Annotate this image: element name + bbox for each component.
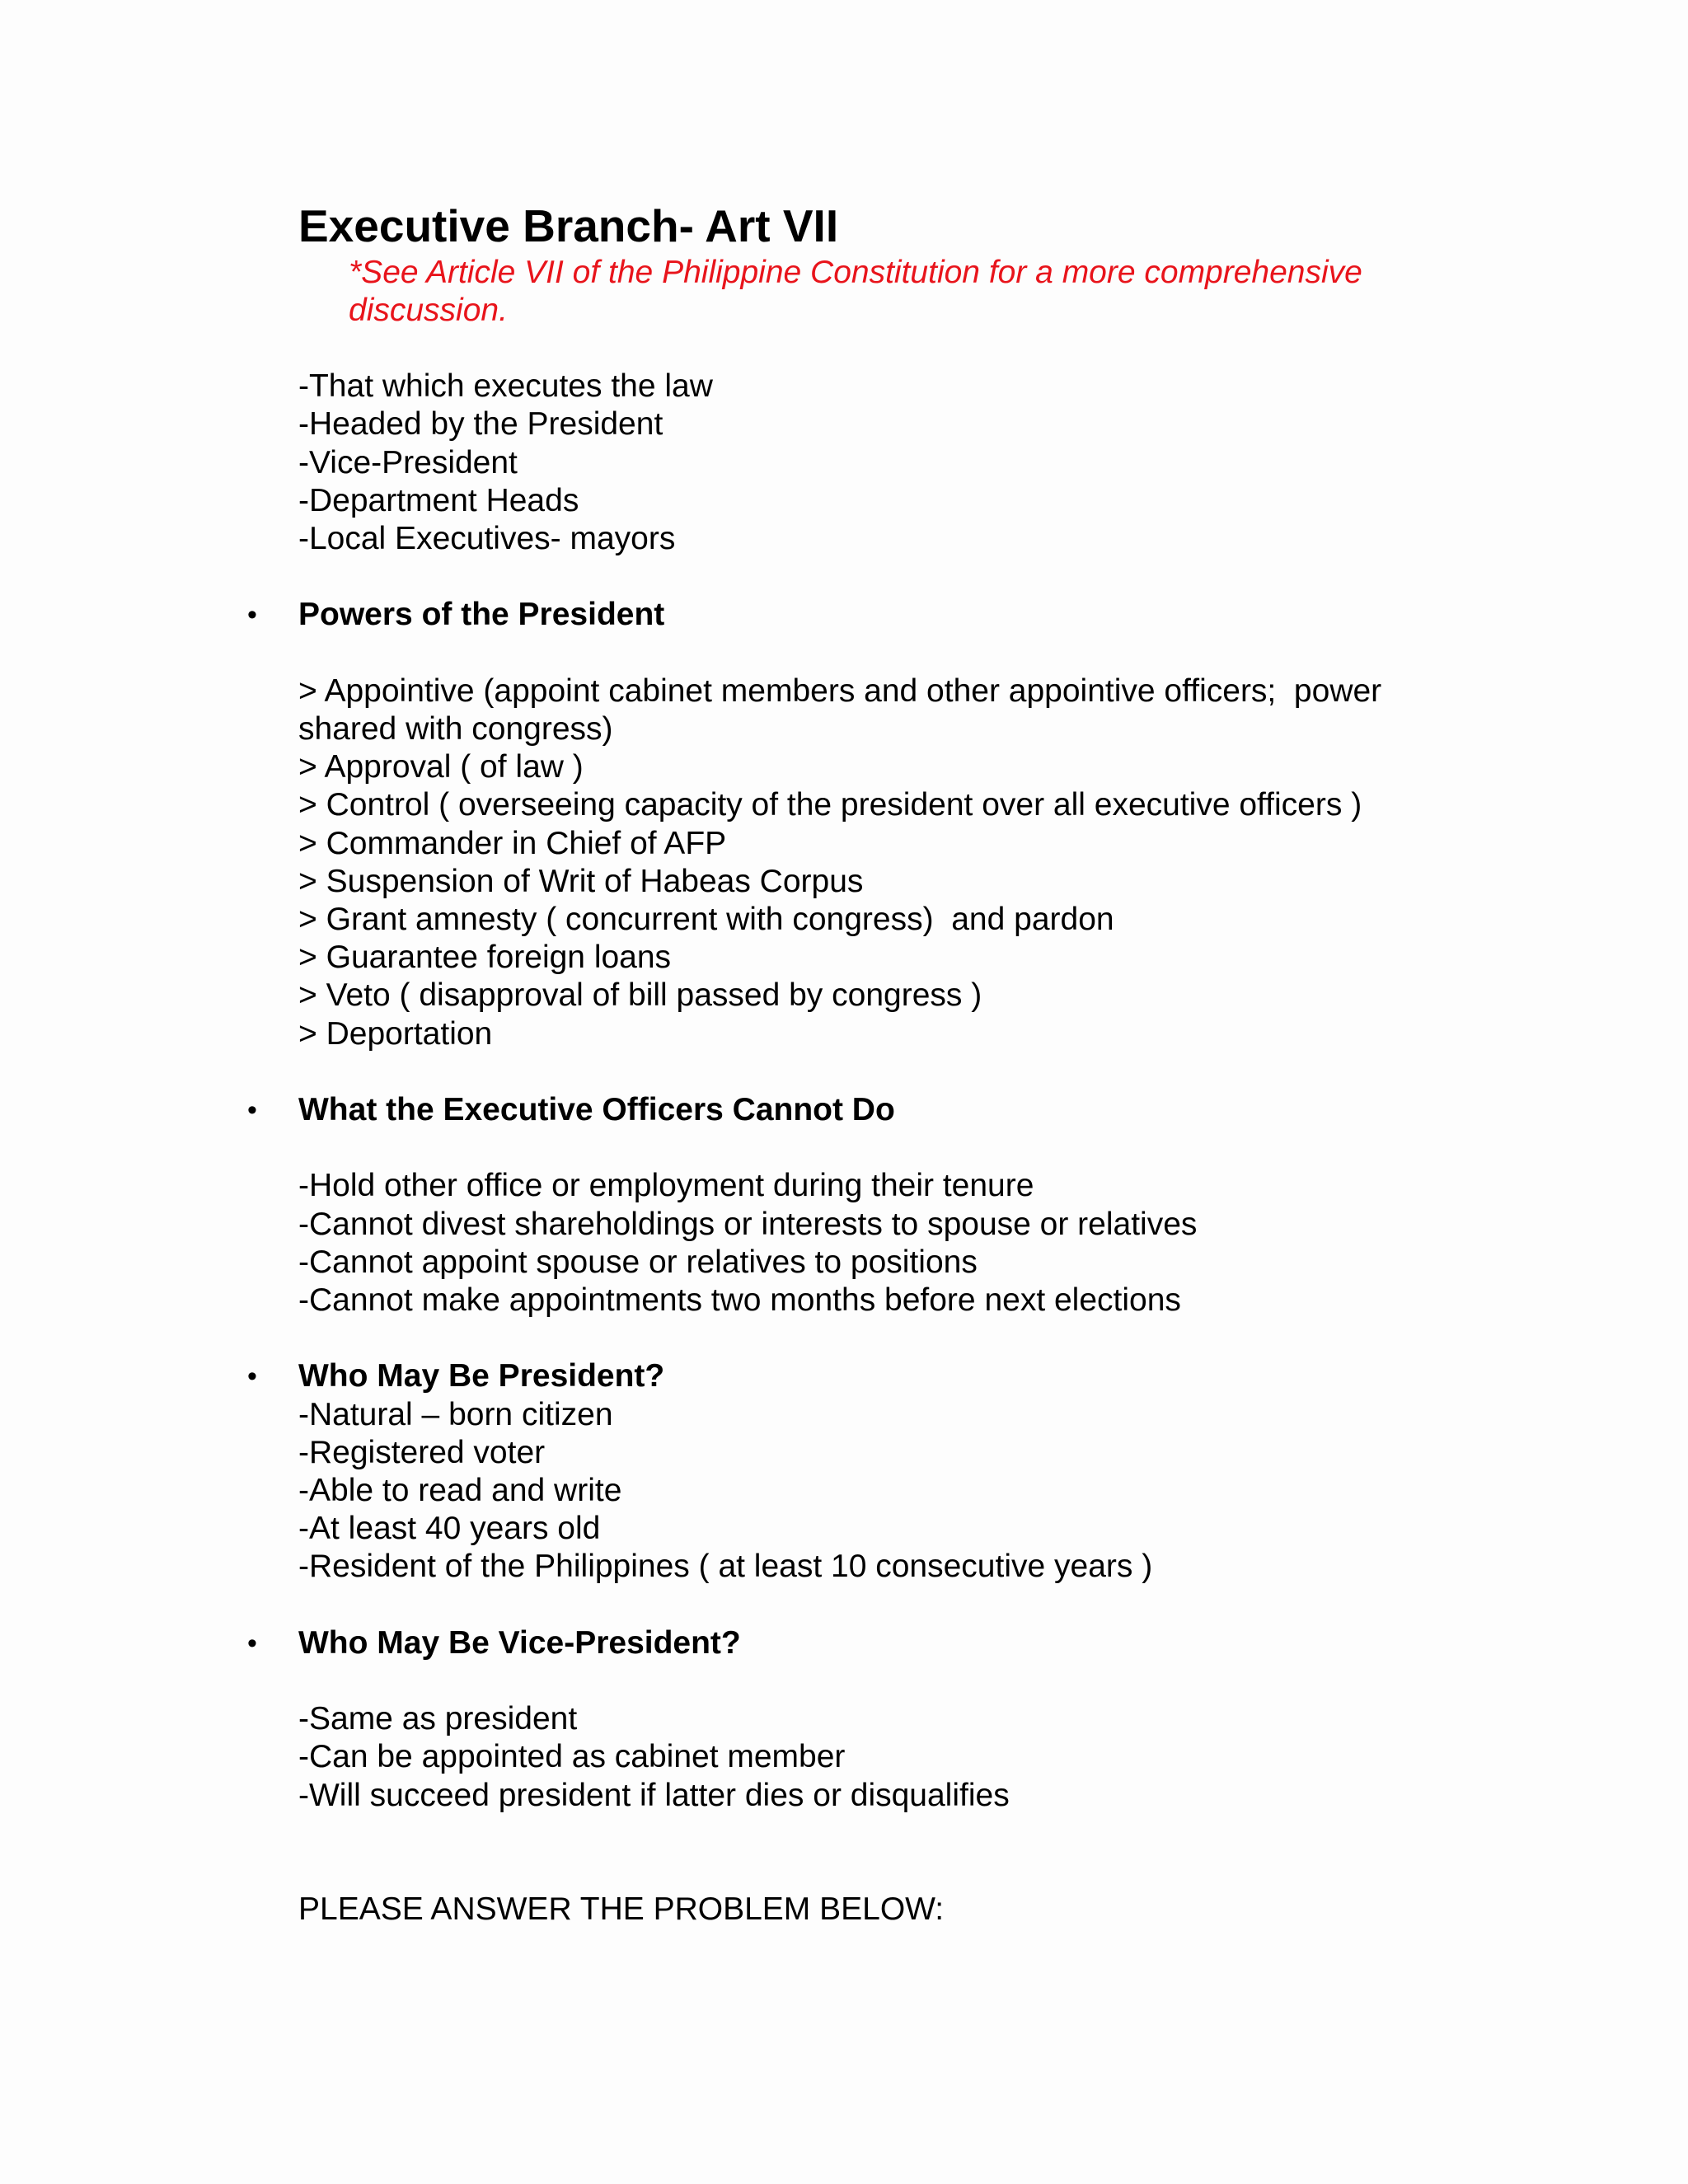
list-item: -Registered voter [298, 1434, 546, 1470]
closing-instruction: PLEASE ANSWER THE PROBLEM BELOW: [298, 1891, 945, 1928]
section-vice-president-qualifications [247, 1624, 1452, 1815]
document-content [247, 198, 1452, 1929]
section-cannot-do [247, 1091, 1452, 1319]
intro-line: -Vice-President [298, 444, 518, 480]
list-item: > Veto ( disapproval of bill passed by congress ) [298, 977, 982, 1014]
bullet-icon: • [247, 1361, 257, 1393]
intro-line: -Local Executives- mayors [298, 521, 676, 556]
list-item: > Control ( overseeing capacity of the president over all executive officers ) [298, 787, 1362, 823]
bullet-icon: • [247, 599, 257, 631]
intro-line: -Department Heads [298, 482, 579, 518]
intro-list [298, 368, 1452, 558]
list-item: -Cannot divest shareholdings or interests to spouse or relatives [298, 1206, 1198, 1242]
list-item: -Can be appointed as cabinet member [298, 1739, 846, 1775]
section-heading: Powers of the President [298, 597, 665, 633]
bullet-icon: • [247, 1627, 257, 1659]
intro-line: -Headed by the President [298, 406, 663, 443]
page-title: Executive Branch- Art VII [298, 200, 839, 251]
list-item: > Suspension of Writ of Habeas Corpus [298, 863, 864, 899]
list-item: -Natural – born citizen [298, 1396, 613, 1432]
section-powers [247, 596, 1452, 1052]
list-item: > Guarantee foreign loans [298, 940, 672, 976]
list-item: -At least 40 years old [298, 1511, 601, 1547]
list-item: > Commander in Chief of AFP [298, 825, 727, 861]
reference-note: *See Article VII of the Philippine Constitution for a more comprehensive discussion. [349, 255, 1362, 328]
list-item: -Same as president [298, 1701, 578, 1737]
list-item: -Resident of the Philippines ( at least 10 consecutive years ) [298, 1549, 1153, 1585]
section-heading: Who May Be President? [298, 1358, 665, 1394]
list-item: -Able to read and write [298, 1473, 622, 1508]
list-item: -Will succeed president if latter dies or disqualifies [298, 1777, 1010, 1813]
list-item: -Cannot appoint spouse or relatives to positions [298, 1244, 978, 1280]
list-item: -Cannot make appointments two months before next elections [298, 1282, 1181, 1318]
section-president-qualifications [247, 1357, 1452, 1586]
list-item: > Deportation [298, 1015, 493, 1052]
section-heading: What the Executive Officers Cannot Do [298, 1092, 895, 1127]
bullet-icon: • [247, 1094, 257, 1126]
list-item: -Hold other office or employment during their tenure [298, 1168, 1034, 1204]
section-heading: Who May Be Vice-President? [298, 1624, 741, 1661]
list-item: > Approval ( of law ) [298, 749, 584, 785]
list-item: > Grant amnesty ( concurrent with congress) and pardon [298, 902, 1114, 937]
list-item: > Appointive (appoint cabinet members and other appointive officers; power shared with congress) [298, 673, 1390, 747]
intro-line: -That which executes the law [298, 368, 713, 405]
